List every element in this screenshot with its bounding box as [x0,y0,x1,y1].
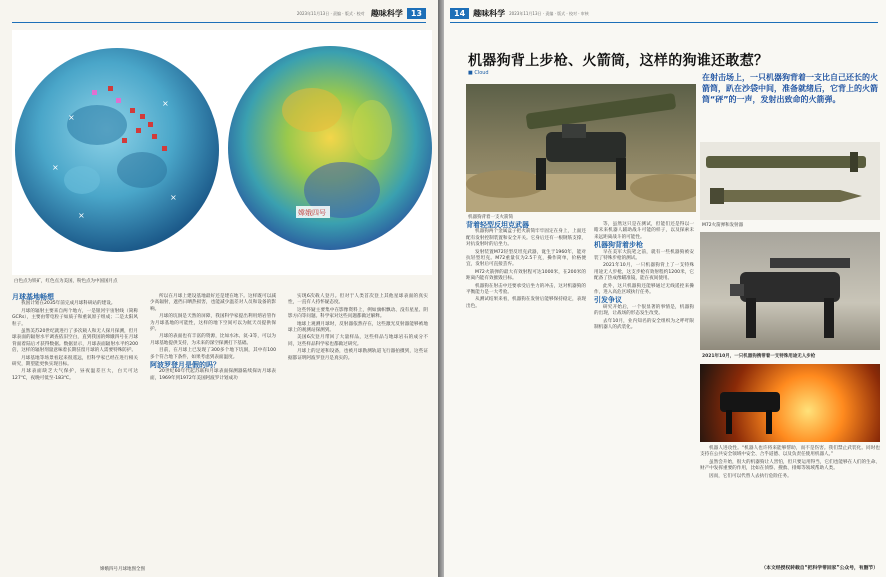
paragraph: 美国6次登月带回了大量样品，这些样品与地球岩石的成分不同，这些样品科学家也都做过研究。 [288,335,428,347]
moon-maps-svg [12,30,432,275]
photo-firing-flash [700,364,880,442]
right-page-number: 14 [450,8,469,19]
paragraph: 20世纪60年代起苏联和月球表面探测器陆续探访月球表面，1969年到1972年美国阿波罗计划成功 [150,369,276,381]
paragraph: 机器人进攻性。“机器人也许将来能够帮助，而不是伤害。我们禁止武装化。同时也支持在公共安全领域中安全、合乎道德、以及负责任使用机器人。” [700,446,880,458]
paragraph: 这些怀疑主要集中在影像资料上，例如旗帜飘动、没有星星、阴影方向等问题。科学家对这些问题都做过解释。 [288,307,428,320]
left-bottom-label: 嫦娥四号月球地图全图 [100,567,145,572]
paragraph: 2021年10月，一只机器狗背上了一支特殊用途无人步枪，这支步枪有效射程约1200米，它配备了热成像瞄准镜，能在夜间使用。 [594,263,694,282]
far-side-map-label: 嫦娥四号 [298,209,326,217]
moon-far-side [228,46,432,250]
paragraph: 从测试结果来看，机器狗在发射后能够保持稳定，表现出色。 [466,297,586,309]
article-lead: 在射击场上，一只机器狗背着一支比自己还长的火箭筒，趴在沙袋中间，准备就绪后，它背上的火箭筒“砰”的一声，发射出致命的火箭弹。 [702,73,878,104]
paragraph: 所以在月球上建设基地最好还是建在地下。这样既可以减少高辐射，遮挡日晒热损害，也能减少温差对人员和设备的影响。 [150,294,276,312]
paragraph: 月球的表面也有丰富的资源，比如水冰、氦-3等，可以为月球基地提供支持，为未来的深空探测打下基础。 [150,334,276,346]
paragraph: 虽然美苏20世纪就进行了多次载人和无人探月探测，但月球表面的辐射水平调查依旧空白，直到我国的嫦娥四号在月球背面着陆后才获得数据。数据显示，月球表面辐射水平约200倍，这样的辐射剂量意味着长期驻留月球的人需要特殊防护。 [12,329,138,354]
paragraph: 地球上观测月球时，反射器依然存在，这些激光反射器能够被地球上的观测站探测到。 [288,321,428,334]
photo1-caption: 机器狗背着一支火箭筒 [468,215,513,220]
section-heading: 背着轻型反坦克武器 [466,221,529,229]
right-page [444,0,886,577]
svg-text:×: × [78,211,85,220]
moon-maps-figure [12,30,432,275]
paragraph: 月球表面缺乏大气保护，昼夜温差巨大，白天可达127℃，夜晚可低至-183℃。 [12,369,138,381]
paragraph: 早在美军大院笔之前，就有一些机器狗被安装了特殊步枪的测试。 [594,249,694,262]
left-page [0,0,438,577]
article-title: 机器狗背上步枪、火箭筒，这样的狗谁还敢惹？ [468,53,769,69]
svg-text:×: × [162,99,169,108]
paragraph: 我国计划在2035年前完成月球科研站的建设。 [21,301,116,307]
paragraph: 机器狗两个金属盒子把火箭筒牢牢固定在身上，上面还配有发射控制装置和安全开关。它身后还有一根钢筋支撑，对抗发射时的后坐力。 [466,229,586,248]
paragraph: 研究开始后，一个很显著的事情是，机器狗的出现，让战场的形态发生改变。 [594,304,694,317]
left-column-1 [12,294,138,383]
svg-text:×: × [170,193,177,202]
photo2-caption: M72火箭弹和发射器 [702,223,744,228]
right-column-2 [594,222,694,333]
right-header [450,6,599,20]
paragraph: 等，虽然这只是在测试，但能们还是得以一睹未来机器人辅助战斗可能的样子，以及探索未来远距离战斗的可能性。 [594,222,694,240]
paragraph: 因而，它们可以代替人去执行危险任务。 [709,473,792,479]
photo3-svg [700,232,880,350]
photo-robot-dog-launcher [466,84,696,212]
paragraph: 月球的坑洞是天然的屏障，我国科学家提出利用熔岩管作为月球基地的可能性，这样的地下空间可以为航天员提供保护。 [150,314,276,333]
right-header-rule [450,22,878,23]
paragraph: 月球上的足迹和设备，也被月球勘测轨道飞行器拍摄到，这些证据都证明阿波罗登月是真实的。 [288,349,428,361]
right-column-1 [466,222,586,311]
paragraph: 目前，在月球上已发现了300多个地下坑洞，其中有100多个符合地下条件，如果考虑到表面温度。 [150,348,276,360]
article-endnote: （本文经授权转载自“把科学带回家”公众号，有删节） [761,566,878,571]
left-header [297,6,426,20]
photo-robot-dog-rifle [700,232,880,350]
paragraph: 实现6次载人登月。但对于人类首次登上其他星球表面的真实性，一直有人持怀疑态度。 [288,294,428,306]
right-column-3 [700,446,880,481]
left-header-meta: 2023年11月13日 · 责编 · 版式 · 校对 [296,10,365,16]
svg-text:×: × [68,113,75,122]
moon-near-side [15,48,219,252]
article-author-tag: ■ Cloud [468,70,489,76]
paragraph: 虽然会升始，很大的机器狗让人害怕，但只要运用得当，它们也能够在人们的生命、财产中发挥重要的作用，比如在侦察、搜救、排爆等领域帮助人类。 [700,459,880,472]
right-header-meta: 2023年11月13日 · 责编 · 版式 · 校对 · 审核 [509,10,589,16]
paragraph: 发射装置M72轻型反坦克武器，诞生于1960年，能对抗轻型坦克。M72重量仅为2.5千克，操作简单，价格便宜，发射后可直接丢弃。 [466,249,586,268]
svg-text:×: × [52,163,59,172]
left-page-number: 13 [407,8,426,19]
paragraph: 机器狗在射击中还要承受后坐力的冲击，这对机器狗的平衡能力是一大考验。 [466,283,586,296]
photo3-caption: 2021年10月，一只机器狗携带着一支特殊用途无人步枪 [702,354,816,359]
section-heading: 月球基地畅想 [12,293,54,301]
section-heading: 机器狗背着步枪 [594,241,643,250]
paragraph: 此外，这只机器狗还能够通过无线遥控来操作，进入高危区域执行任务。 [594,283,694,296]
photo1-svg [466,84,696,212]
left-column-2 [150,294,276,383]
section-heading: 引发争议 [594,296,622,305]
left-header-rule [12,22,426,23]
paragraph: M72火箭弹的最大有效射程可达1000米，在200米的距离内能有效摧毁目标。 [466,269,586,282]
left-section-title: 趣味科学 [370,8,403,18]
moon-map-caption: 白色点为铁矿，红色点为美国，粉色点为中国国月点 [14,279,118,284]
paragraph: 月球基地等场景看起来很遥远，但科学家已经在进行相关研究，期望能更快实现目标。 [12,355,138,368]
photo4-svg [700,364,880,442]
right-section-title: 趣味科学 [473,8,506,18]
left-column-3 [288,294,428,363]
photo-m72-rocket [700,142,880,220]
section-heading: 阿波罗登月是假的吗？ [150,361,220,370]
photo2-svg [700,142,880,220]
paragraph: 去年10月，业内知名的安全组织为之呼吁限制机器人的武装化。 [594,318,694,331]
paragraph: 月球的辐射主要来自两个地方，一是银河宇宙射线（简称GCRs），主要由带电粒子如质子和重氧原子组成；二是太阳风粒子。 [12,308,138,327]
